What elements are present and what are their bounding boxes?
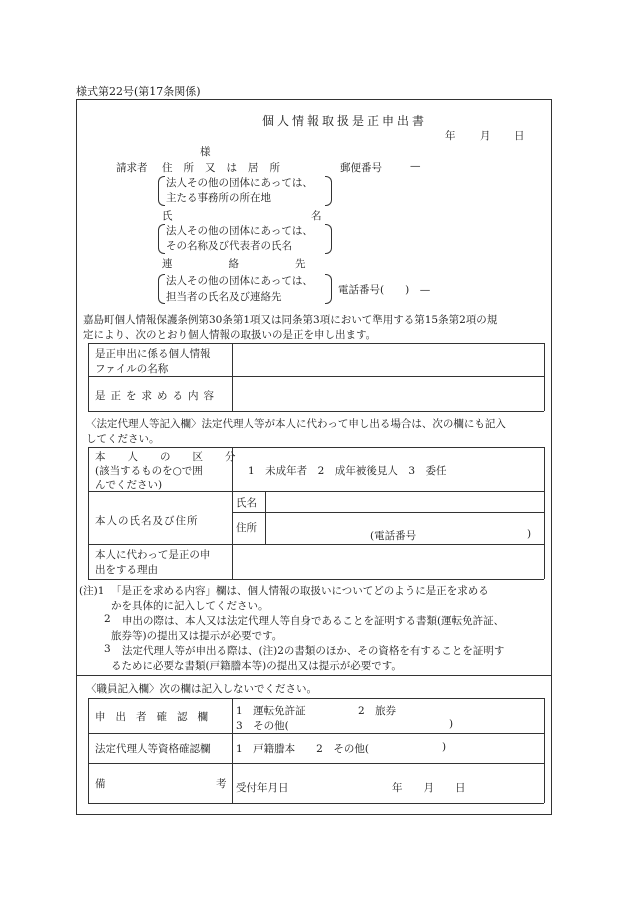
note-1-line-2: かを具体的に記入してください。 xyxy=(111,600,269,612)
table3-line1 xyxy=(88,733,544,734)
postal-dash: — xyxy=(410,160,421,172)
name-label-2: 名 xyxy=(311,210,322,222)
table3-bottom xyxy=(88,803,544,804)
table1-mid xyxy=(88,376,544,377)
intro-line-1: 嘉島町個人情報保護条例第30条第1項又は同条第3項において準用する第15条第2項の規 xyxy=(83,314,498,326)
bracket-right xyxy=(325,224,332,254)
contact-note-1: 法人その他の団体にあっては、 xyxy=(166,275,313,287)
table3-divider xyxy=(232,698,233,803)
table2-left xyxy=(88,447,89,579)
addr-sub-label: 住所 xyxy=(236,522,257,534)
table1-right xyxy=(544,343,545,411)
bracket-left xyxy=(158,224,165,254)
form-title: 個人情報取扱是正申出書 xyxy=(262,114,428,128)
note-3-mark: 3 xyxy=(104,643,111,655)
name-note-2: その名称及び代表者の氏名 xyxy=(166,240,292,252)
table2-bottom xyxy=(88,579,544,580)
class-hint-1: (該当するものを○で囲 xyxy=(95,465,203,477)
requester-label: 請求者 xyxy=(116,162,148,174)
addressee-suffix: 様 xyxy=(200,146,211,158)
agent-confirm-close: ) xyxy=(442,741,447,753)
bracket-right xyxy=(325,176,332,206)
note-1-line-1: 「是正を求める内容」欄は、個人情報の取扱いについてどのように是正を求める xyxy=(111,585,489,597)
table2-line2 xyxy=(232,512,544,513)
remarks-label-2: 考 xyxy=(216,778,227,790)
note-2-mark: 2 xyxy=(104,613,111,625)
name-sub-label: 氏名 xyxy=(236,497,257,509)
agent-note-2: してください。 xyxy=(86,433,160,445)
row1-label-2: ファイルの名称 xyxy=(95,363,169,375)
date-day: 日 xyxy=(514,130,525,142)
confirm-opt-2: 2 旅券 xyxy=(358,705,397,717)
class-options: 1 未成年者 2 成年被後見人 3 委任 xyxy=(248,465,447,477)
row2-label: 是正を求める内容 xyxy=(95,390,219,402)
confirm-label: 申出者確認欄 xyxy=(95,711,218,723)
note-2-line-1: 申出の際は、本人又は法定代理人等自身であることを証明する書類(運転免許証、 xyxy=(122,615,505,627)
bracket-left xyxy=(158,176,165,206)
table1-bottom xyxy=(88,411,544,412)
agent-note-1: 〈法定代理人等記入欄〉法定代理人等が本人に代わって申し出る場合は、次の欄にも記入 xyxy=(86,418,506,430)
class-hint-2: んでください) xyxy=(95,479,163,491)
table2-top xyxy=(88,447,544,448)
bracket-right xyxy=(325,274,332,304)
table2-phone-close: ) xyxy=(527,528,532,540)
note-3-line-1: 法定代理人等が申出る際は、(注)2の書類のほか、その資格を有することを証明す xyxy=(122,645,505,657)
address-label-text: 住所又は居所 xyxy=(162,162,291,174)
table2-right xyxy=(544,447,545,579)
reason-label-2: 出をする理由 xyxy=(95,564,158,576)
table3-right xyxy=(544,698,545,803)
confirm-close: ) xyxy=(449,718,454,730)
staff-separator xyxy=(76,675,552,676)
table3-line2 xyxy=(88,763,544,764)
table2-line3 xyxy=(88,544,544,545)
contact-note-2: 担当者の氏名及び連絡先 xyxy=(166,291,282,303)
confirm-opt-3: 3 その他( xyxy=(236,720,289,732)
form-number: 様式第22号(第17条関係) xyxy=(76,85,201,98)
agent-confirm-opts: 1 戸籍謄本 2 その他( xyxy=(236,743,369,755)
reason-label-1: 本人に代わって是正の申 xyxy=(95,549,211,561)
intro-line-2: 定により、次のとおり個人情報の取扱いの是正を申し出ます。 xyxy=(83,329,377,341)
address-note-2: 主たる事務所の所在地 xyxy=(166,192,271,204)
date-year: 年 xyxy=(445,130,456,142)
table3-top xyxy=(88,698,544,699)
name-addr-label: 本人の氏名及び住所 xyxy=(95,515,199,527)
table1-left xyxy=(88,343,89,411)
received-date: 年 月 日 xyxy=(392,782,466,794)
bracket-left xyxy=(158,274,165,304)
remarks-label-1: 備 xyxy=(95,778,106,790)
name-note-1: 法人その他の団体にあっては、 xyxy=(166,225,313,237)
staff-header: 〈職員記入欄〉次の欄は記入しないでください。 xyxy=(86,683,317,695)
note-2-line-2: 旅券等)の提出又は提示が必要です。 xyxy=(111,630,283,642)
phone-label: 電話番号( ) — xyxy=(338,284,431,296)
contact-label: 連絡先 xyxy=(162,258,362,270)
received-label: 受付年月日 xyxy=(236,782,289,794)
table2-subdivider xyxy=(265,491,266,544)
address-label xyxy=(162,160,326,175)
agent-confirm-label: 法定代理人等資格確認欄 xyxy=(95,743,211,755)
address-note-1: 法人その他の団体にあっては、 xyxy=(166,177,313,189)
postal-label: 郵便番号 xyxy=(340,162,382,174)
date-month: 月 xyxy=(480,130,491,142)
note-3-line-2: るために必要な書類(戸籍謄本等)の提出又は提示が必要です。 xyxy=(111,660,402,672)
table1-divider xyxy=(232,343,233,411)
name-label-1: 氏 xyxy=(162,210,173,222)
table2-divider xyxy=(232,447,233,579)
table2-phone: (電話番号 xyxy=(370,530,417,542)
confirm-opt-1: 1 運転免許証 xyxy=(236,705,306,717)
table1-top xyxy=(88,343,544,344)
row1-label-1: 是正申出に係る個人情報 xyxy=(95,348,211,360)
class-label: 本人の区分 xyxy=(95,451,258,463)
note-1-mark: (注)1 xyxy=(79,585,105,597)
table3-left xyxy=(88,698,89,803)
